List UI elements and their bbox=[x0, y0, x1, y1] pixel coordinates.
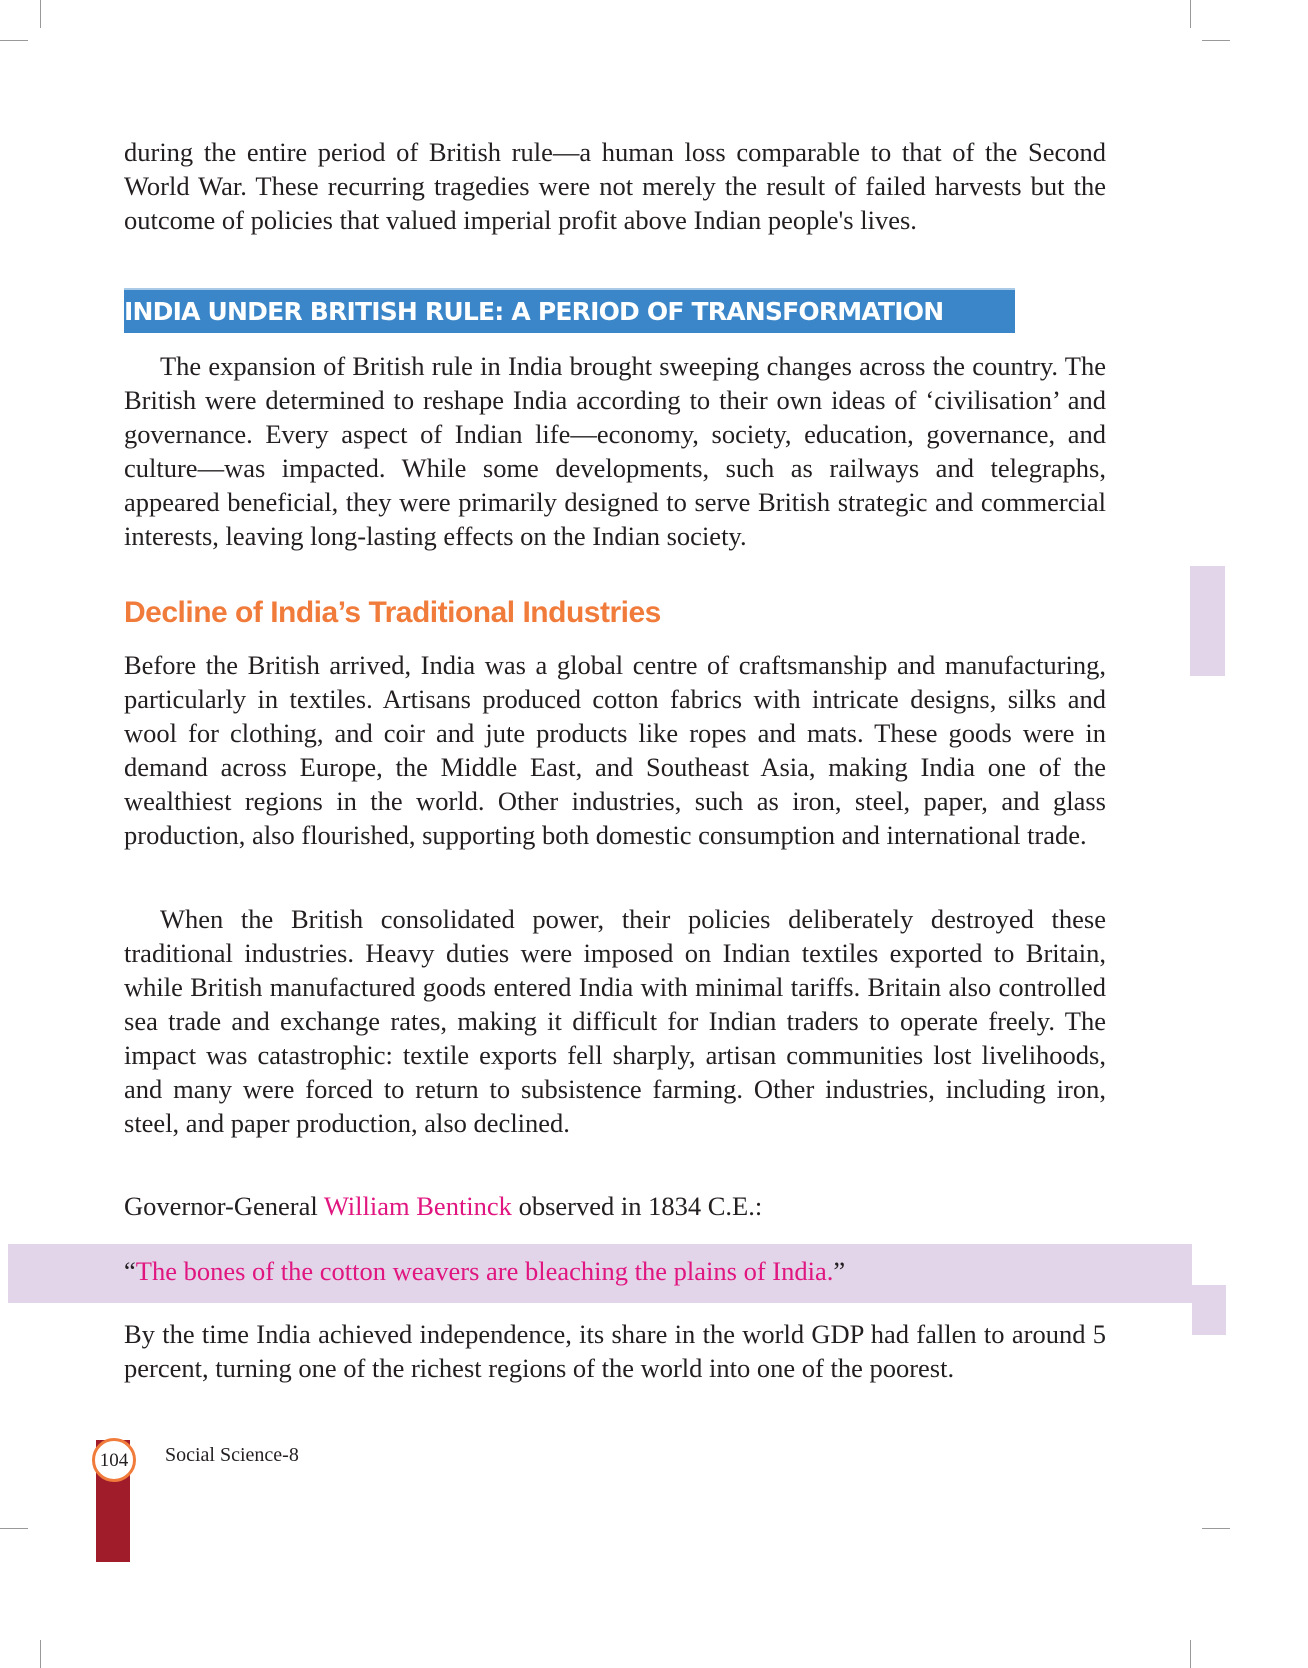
paragraph-before-british: Before the British arrived, India was a global centre of craftsmanship and manufacturing, particularly in textiles. Artisans produced cotton fabrics with intricate designs, silks and wool for clothing, and coir and jute products like ropes and mats. These goods were in demand across Europe, the Middle East, and Southeast Asia, making India one of the wealthiest regions in the world. Other industries, such as iron, steel, paper, and glass production, also flourished, supporting both domestic consumption and international trade. bbox=[124, 650, 1106, 850]
crop-mark bbox=[40, 1640, 41, 1668]
person-name: William Bentinck bbox=[323, 1191, 512, 1221]
book-title: Social Science-8 bbox=[165, 1444, 299, 1466]
subheading: Decline of India’s Traditional Industries bbox=[124, 596, 661, 629]
paragraph-intro: during the entire period of British rule—a human loss comparable to that of the Second World War. These recurring tragedies were not merely the result of failed harvests but the outcome of policies that valued imperial profit above Indian people's lives. bbox=[124, 137, 1106, 235]
section-heading-band bbox=[124, 288, 1015, 333]
crop-mark bbox=[0, 1528, 28, 1529]
crop-mark bbox=[1190, 0, 1191, 28]
side-tab bbox=[1192, 1285, 1226, 1335]
crop-mark bbox=[0, 40, 28, 41]
observation-after: observed in 1834 C.E.: bbox=[511, 1191, 763, 1221]
observation-before: Governor-General bbox=[124, 1191, 324, 1221]
side-tab bbox=[1190, 566, 1225, 676]
crop-mark bbox=[1202, 40, 1230, 41]
quote-close: ” bbox=[833, 1256, 846, 1286]
observation-line bbox=[124, 1189, 1106, 1223]
section-heading: INDIA UNDER BRITISH RULE: A PERIOD OF TRANSFORMATION bbox=[124, 297, 944, 326]
quote bbox=[124, 1256, 845, 1287]
crop-mark bbox=[1190, 1640, 1191, 1668]
quote-text: The bones of the cotton weavers are bleaching the plains of India. bbox=[135, 1256, 834, 1286]
crop-mark bbox=[40, 0, 41, 28]
quote-open: “ bbox=[124, 1256, 136, 1286]
paragraph-independence: By the time India achieved independence, its share in the world GDP had fallen to around 5 percent, turning one of the richest regions of the world into one of the poorest. bbox=[124, 1319, 1106, 1383]
paragraph-consolidation: When the British consolidated power, their policies deliberately destroyed these traditional industries. Heavy duties were imposed on Indian textiles exported to Britain, while British manufactured goods entered India with minimal tariffs. Britain also controlled sea trade and exchange rates, making it difficult for Indian traders to operate freely. The impact was catastrophic: textile exports fell sharply, artisan communities lost livelihoods, and many were forced to return to subsistence farming. Other industries, including iron, steel, and paper production, also declined. bbox=[124, 904, 1106, 1138]
quote-band bbox=[8, 1244, 1192, 1303]
page-number: 104 bbox=[92, 1438, 136, 1482]
paragraph-expansion: The expansion of British rule in India brought sweeping changes across the country. The British were determined to reshape India according to their own ideas of ‘civilisation’ and governance. Every aspect of Indian life—economy, society, education, governance, and culture—was impacted. While some developments, such as railways and telegraphs, appeared beneficial, they were primarily designed to serve British strategic and commercial interests, leaving long-lasting effects on the Indian society. bbox=[124, 351, 1106, 551]
crop-mark bbox=[1202, 1528, 1230, 1529]
